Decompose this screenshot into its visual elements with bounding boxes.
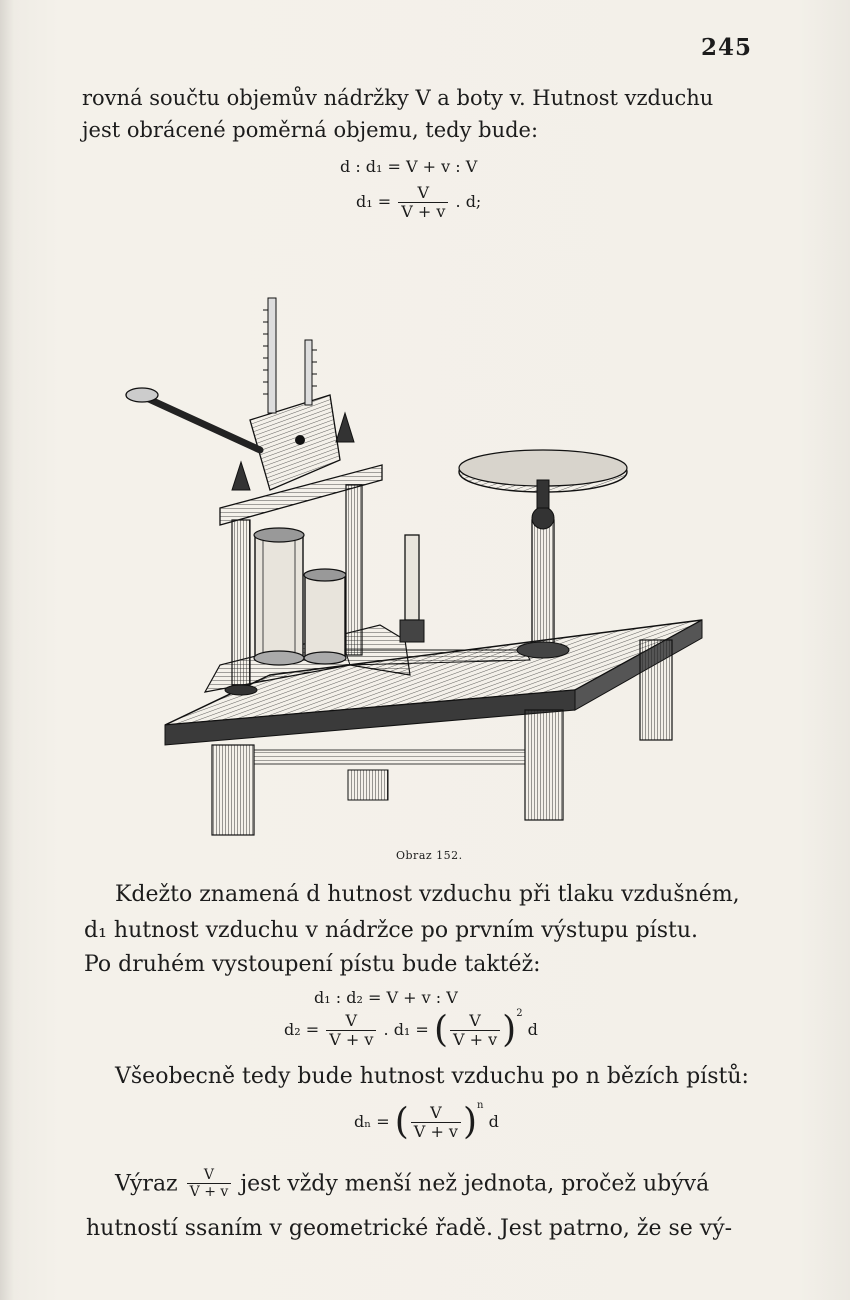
text-line-7a: Výraz xyxy=(115,1171,178,1197)
barometer-gauge xyxy=(405,535,419,620)
equation-lhs: dₙ = xyxy=(354,1112,390,1131)
fraction-denominator-2: V + v xyxy=(452,1029,498,1049)
air-pump-illustration xyxy=(120,280,720,840)
plate-column-base xyxy=(517,642,569,658)
fraction-numerator: V xyxy=(398,184,448,203)
fraction xyxy=(398,184,448,221)
equation-lhs: d₁ = xyxy=(356,192,392,211)
equation-density-1 xyxy=(356,184,481,221)
fraction-numerator: V xyxy=(187,1168,232,1184)
plate-column xyxy=(532,520,554,650)
text-line-1: rovná součtu objemův nádržky V a boty v. Hutnost vzduchu xyxy=(82,86,714,110)
crank-handle-knob xyxy=(126,388,158,402)
equation-proportion-2: d₁ : d₂ = V + v : V xyxy=(314,988,458,1007)
text-line-8: hutností ssaním v geometrické řadě. Jest patrno, že se vý- xyxy=(86,1216,733,1241)
plate-valve xyxy=(532,507,554,529)
text-line-4: d₁ hutnost vzduchu v nádržce po prvním výstupu pístu. xyxy=(84,918,698,943)
exponent: n xyxy=(477,1100,484,1111)
table-leg-back-right xyxy=(640,640,672,740)
finial-left xyxy=(232,462,250,490)
fraction-inline xyxy=(187,1168,232,1200)
fraction-denominator: V + v xyxy=(329,1029,374,1049)
equation-density-n: dₙ = ( $\frac{V}{V + v}$ )$^n$ d xyxy=(354,1100,499,1143)
fraction-denominator: V + v xyxy=(401,201,446,221)
equation-tail: d xyxy=(527,1020,538,1039)
rack-left xyxy=(268,298,276,413)
table-leg-back-left xyxy=(348,770,388,800)
fraction-numerator: V xyxy=(326,1012,376,1031)
text-line-3: Kdežto znamená d hutnost vzduchu při tlaku vzdušném, xyxy=(115,882,740,907)
crank-arm xyxy=(140,395,260,450)
page-number: 245 xyxy=(700,34,752,61)
fraction xyxy=(411,1104,461,1141)
table-apron xyxy=(254,750,525,764)
rack-right xyxy=(305,340,312,405)
exponent: 2 xyxy=(516,1008,523,1019)
text-line-7 xyxy=(115,1168,709,1200)
equation-lhs: d₂ = xyxy=(284,1020,320,1039)
fraction-numerator-2: V xyxy=(450,1012,500,1031)
fraction-denominator: V + v xyxy=(189,1184,229,1201)
table-leg-front-right xyxy=(525,710,563,820)
fraction xyxy=(326,1012,376,1049)
table-leg-front-left xyxy=(212,745,254,835)
figure-caption: Obraz 152. xyxy=(396,849,463,862)
equation-density-2: d₂ = $\frac{V}{V + v}$ . d₁ = ( $\frac{V}{V + v}$ )$^2$ d xyxy=(284,1008,538,1051)
equation-proportion-1: d : d₁ = V + v : V xyxy=(340,157,478,176)
equation-mid: . d₁ = xyxy=(383,1020,429,1039)
fraction-denominator: V + v xyxy=(413,1121,458,1141)
pillar-right xyxy=(346,485,362,655)
fraction-numerator: V xyxy=(411,1104,461,1123)
text-line-5: Po druhém vystoupení pístu bude taktéž: xyxy=(84,952,541,977)
text-line-6: Všeobecně tedy bude hutnost vzduchu po n bězích pístů: xyxy=(115,1064,749,1089)
fraction-2 xyxy=(450,1012,500,1049)
equation-tail: d xyxy=(488,1112,499,1131)
text-line-7b: jest vždy menší než jednota, pročež ubývá xyxy=(240,1171,710,1197)
gear-housing xyxy=(250,395,340,490)
pillar-left xyxy=(232,520,250,685)
text-line-2: jest obrácené poměrná objemu, tedy bude: xyxy=(82,118,539,142)
pump-cylinder-left xyxy=(255,535,303,660)
pump-cylinder-right xyxy=(305,575,345,660)
equation-tail: . d; xyxy=(455,192,482,211)
finial-right xyxy=(336,413,354,442)
